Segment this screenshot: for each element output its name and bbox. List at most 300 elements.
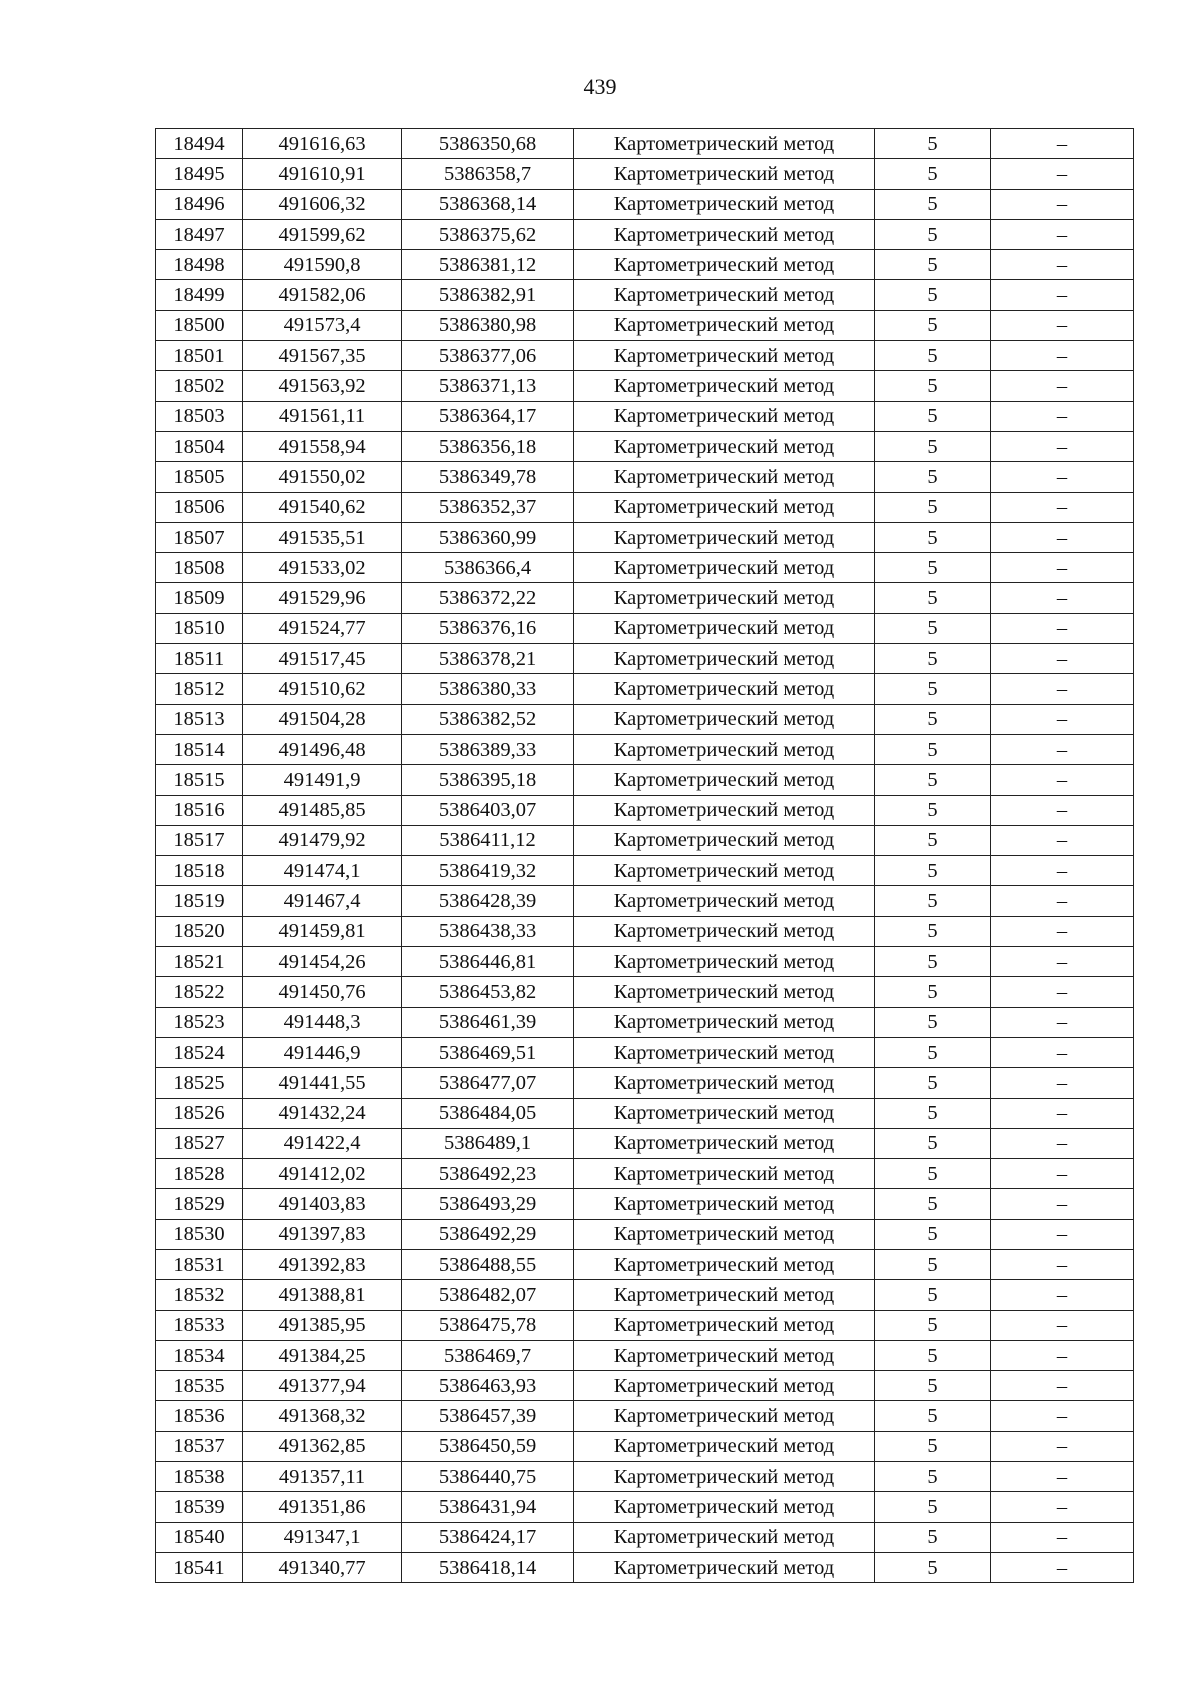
y-coordinate-cell: 5386364,17 [402,401,574,431]
method-cell: Картометрический метод [574,1007,875,1037]
table-row [156,674,1134,704]
point-number-cell: 18497 [156,219,243,249]
method-cell: Картометрический метод [574,1037,875,1067]
y-coordinate-cell: 5386450,59 [402,1431,574,1461]
x-coordinate-cell: 491582,06 [243,280,402,310]
description-cell: – [991,886,1134,916]
point-number-cell: 18528 [156,1159,243,1189]
x-coordinate-cell: 491496,48 [243,734,402,764]
x-coordinate-cell: 491479,92 [243,825,402,855]
accuracy-cell: 5 [875,1037,991,1067]
method-cell: Картометрический метод [574,1340,875,1370]
method-cell: Картометрический метод [574,1462,875,1492]
description-cell: – [991,947,1134,977]
accuracy-cell: 5 [875,189,991,219]
x-coordinate-cell: 491459,81 [243,916,402,946]
description-cell: – [991,916,1134,946]
accuracy-cell: 5 [875,825,991,855]
description-cell: – [991,129,1134,159]
method-cell: Картометрический метод [574,1280,875,1310]
method-cell: Картометрический метод [574,1128,875,1158]
x-coordinate-cell: 491529,96 [243,583,402,613]
method-cell: Картометрический метод [574,310,875,340]
y-coordinate-cell: 5386372,22 [402,583,574,613]
table-row [156,129,1134,159]
point-number-cell: 18503 [156,401,243,431]
description-cell: – [991,1371,1134,1401]
method-cell: Картометрический метод [574,1159,875,1189]
method-cell: Картометрический метод [574,129,875,159]
x-coordinate-cell: 491412,02 [243,1159,402,1189]
y-coordinate-cell: 5386418,14 [402,1552,574,1582]
table-row [156,583,1134,613]
point-number-cell: 18507 [156,522,243,552]
x-coordinate-cell: 491446,9 [243,1037,402,1067]
method-cell: Картометрический метод [574,1431,875,1461]
x-coordinate-cell: 491362,85 [243,1431,402,1461]
point-number-cell: 18526 [156,1098,243,1128]
y-coordinate-cell: 5386492,23 [402,1159,574,1189]
table-row [156,1098,1134,1128]
y-coordinate-cell: 5386380,98 [402,310,574,340]
point-number-cell: 18508 [156,553,243,583]
table-row [156,401,1134,431]
y-coordinate-cell: 5386463,93 [402,1371,574,1401]
method-cell: Картометрический метод [574,1249,875,1279]
description-cell: – [991,977,1134,1007]
table-row [156,1371,1134,1401]
point-number-cell: 18533 [156,1310,243,1340]
description-cell: – [991,825,1134,855]
table-row [156,159,1134,189]
accuracy-cell: 5 [875,492,991,522]
table-row [156,613,1134,643]
table-row [156,977,1134,1007]
y-coordinate-cell: 5386360,99 [402,522,574,552]
method-cell: Картометрический метод [574,219,875,249]
accuracy-cell: 5 [875,401,991,431]
method-cell: Картометрический метод [574,1219,875,1249]
y-coordinate-cell: 5386428,39 [402,886,574,916]
description-cell: – [991,1068,1134,1098]
point-number-cell: 18537 [156,1431,243,1461]
y-coordinate-cell: 5386358,7 [402,159,574,189]
accuracy-cell: 5 [875,462,991,492]
table-row [156,1340,1134,1370]
table-row [156,1310,1134,1340]
x-coordinate-cell: 491392,83 [243,1249,402,1279]
x-coordinate-cell: 491377,94 [243,1371,402,1401]
accuracy-cell: 5 [875,1310,991,1340]
y-coordinate-cell: 5386395,18 [402,765,574,795]
table-row [156,219,1134,249]
accuracy-cell: 5 [875,734,991,764]
x-coordinate-cell: 491540,62 [243,492,402,522]
method-cell: Картометрический метод [574,1401,875,1431]
description-cell: – [991,856,1134,886]
method-cell: Картометрический метод [574,613,875,643]
y-coordinate-cell: 5386431,94 [402,1492,574,1522]
x-coordinate-cell: 491441,55 [243,1068,402,1098]
x-coordinate-cell: 491357,11 [243,1462,402,1492]
y-coordinate-cell: 5386382,52 [402,704,574,734]
point-number-cell: 18505 [156,462,243,492]
description-cell: – [991,674,1134,704]
x-coordinate-cell: 491485,85 [243,795,402,825]
method-cell: Картометрический метод [574,1189,875,1219]
point-number-cell: 18502 [156,371,243,401]
accuracy-cell: 5 [875,1098,991,1128]
x-coordinate-cell: 491510,62 [243,674,402,704]
table-body [156,129,1134,1583]
accuracy-cell: 5 [875,916,991,946]
accuracy-cell: 5 [875,341,991,371]
point-number-cell: 18520 [156,916,243,946]
point-number-cell: 18511 [156,644,243,674]
method-cell: Картометрический метод [574,341,875,371]
description-cell: – [991,1098,1134,1128]
x-coordinate-cell: 491467,4 [243,886,402,916]
description-cell: – [991,765,1134,795]
point-number-cell: 18529 [156,1189,243,1219]
table-row [156,856,1134,886]
accuracy-cell: 5 [875,613,991,643]
method-cell: Картометрический метод [574,583,875,613]
description-cell: – [991,1219,1134,1249]
table-row [156,1492,1134,1522]
table-row [156,1128,1134,1158]
point-number-cell: 18513 [156,704,243,734]
y-coordinate-cell: 5386389,33 [402,734,574,764]
x-coordinate-cell: 491563,92 [243,371,402,401]
method-cell: Картометрический метод [574,1552,875,1582]
coordinates-table [155,128,1134,1583]
table-row [156,1219,1134,1249]
method-cell: Картометрический метод [574,522,875,552]
y-coordinate-cell: 5386349,78 [402,462,574,492]
point-number-cell: 18522 [156,977,243,1007]
point-number-cell: 18530 [156,1219,243,1249]
y-coordinate-cell: 5386453,82 [402,977,574,1007]
x-coordinate-cell: 491388,81 [243,1280,402,1310]
table-row [156,189,1134,219]
point-number-cell: 18509 [156,583,243,613]
accuracy-cell: 5 [875,977,991,1007]
y-coordinate-cell: 5386382,91 [402,280,574,310]
y-coordinate-cell: 5386371,13 [402,371,574,401]
accuracy-cell: 5 [875,280,991,310]
table-row [156,1007,1134,1037]
x-coordinate-cell: 491590,8 [243,250,402,280]
method-cell: Картометрический метод [574,856,875,886]
method-cell: Картометрический метод [574,916,875,946]
description-cell: – [991,1552,1134,1582]
method-cell: Картометрический метод [574,674,875,704]
description-cell: – [991,1401,1134,1431]
description-cell: – [991,1310,1134,1340]
method-cell: Картометрический метод [574,1098,875,1128]
x-coordinate-cell: 491610,91 [243,159,402,189]
description-cell: – [991,219,1134,249]
description-cell: – [991,1280,1134,1310]
method-cell: Картометрический метод [574,644,875,674]
table-row [156,341,1134,371]
y-coordinate-cell: 5386484,05 [402,1098,574,1128]
method-cell: Картометрический метод [574,280,875,310]
table-row [156,825,1134,855]
description-cell: – [991,583,1134,613]
y-coordinate-cell: 5386438,33 [402,916,574,946]
table-row [156,522,1134,552]
x-coordinate-cell: 491558,94 [243,431,402,461]
description-cell: – [991,310,1134,340]
x-coordinate-cell: 491351,86 [243,1492,402,1522]
x-coordinate-cell: 491533,02 [243,553,402,583]
table-row [156,310,1134,340]
x-coordinate-cell: 491474,1 [243,856,402,886]
point-number-cell: 18499 [156,280,243,310]
table-row [156,1280,1134,1310]
method-cell: Картометрический метод [574,886,875,916]
y-coordinate-cell: 5386350,68 [402,129,574,159]
accuracy-cell: 5 [875,431,991,461]
point-number-cell: 18539 [156,1492,243,1522]
accuracy-cell: 5 [875,159,991,189]
point-number-cell: 18525 [156,1068,243,1098]
description-cell: – [991,401,1134,431]
table-row [156,795,1134,825]
table-row [156,1159,1134,1189]
x-coordinate-cell: 491504,28 [243,704,402,734]
description-cell: – [991,704,1134,734]
description-cell: – [991,492,1134,522]
x-coordinate-cell: 491524,77 [243,613,402,643]
x-coordinate-cell: 491535,51 [243,522,402,552]
y-coordinate-cell: 5386356,18 [402,431,574,461]
description-cell: – [991,644,1134,674]
point-number-cell: 18523 [156,1007,243,1037]
description-cell: – [991,1340,1134,1370]
accuracy-cell: 5 [875,1128,991,1158]
point-number-cell: 18514 [156,734,243,764]
point-number-cell: 18531 [156,1249,243,1279]
y-coordinate-cell: 5386352,37 [402,492,574,522]
method-cell: Картометрический метод [574,250,875,280]
accuracy-cell: 5 [875,765,991,795]
table-row [156,1552,1134,1582]
method-cell: Картометрический метод [574,1371,875,1401]
method-cell: Картометрический метод [574,795,875,825]
point-number-cell: 18515 [156,765,243,795]
y-coordinate-cell: 5386411,12 [402,825,574,855]
x-coordinate-cell: 491616,63 [243,129,402,159]
method-cell: Картометрический метод [574,189,875,219]
x-coordinate-cell: 491599,62 [243,219,402,249]
description-cell: – [991,1522,1134,1552]
point-number-cell: 18541 [156,1552,243,1582]
description-cell: – [991,189,1134,219]
accuracy-cell: 5 [875,1522,991,1552]
description-cell: – [991,1189,1134,1219]
x-coordinate-cell: 491340,77 [243,1552,402,1582]
table-row [156,886,1134,916]
method-cell: Картометрический метод [574,371,875,401]
table-row [156,1068,1134,1098]
accuracy-cell: 5 [875,1068,991,1098]
accuracy-cell: 5 [875,856,991,886]
accuracy-cell: 5 [875,704,991,734]
table-row [156,734,1134,764]
method-cell: Картометрический метод [574,765,875,795]
x-coordinate-cell: 491385,95 [243,1310,402,1340]
table-row [156,1037,1134,1067]
accuracy-cell: 5 [875,1552,991,1582]
x-coordinate-cell: 491347,1 [243,1522,402,1552]
description-cell: – [991,1431,1134,1461]
point-number-cell: 18504 [156,431,243,461]
accuracy-cell: 5 [875,644,991,674]
x-coordinate-cell: 491450,76 [243,977,402,1007]
accuracy-cell: 5 [875,522,991,552]
table-row [156,644,1134,674]
accuracy-cell: 5 [875,1189,991,1219]
description-cell: – [991,462,1134,492]
description-cell: – [991,250,1134,280]
description-cell: – [991,280,1134,310]
y-coordinate-cell: 5386493,29 [402,1189,574,1219]
y-coordinate-cell: 5386381,12 [402,250,574,280]
x-coordinate-cell: 491368,32 [243,1401,402,1431]
point-number-cell: 18500 [156,310,243,340]
y-coordinate-cell: 5386469,7 [402,1340,574,1370]
table-row [156,1462,1134,1492]
method-cell: Картометрический метод [574,492,875,522]
table-row [156,1401,1134,1431]
method-cell: Картометрический метод [574,947,875,977]
point-number-cell: 18538 [156,1462,243,1492]
x-coordinate-cell: 491567,35 [243,341,402,371]
point-number-cell: 18501 [156,341,243,371]
x-coordinate-cell: 491422,4 [243,1128,402,1158]
accuracy-cell: 5 [875,129,991,159]
x-coordinate-cell: 491432,24 [243,1098,402,1128]
table-row [156,704,1134,734]
y-coordinate-cell: 5386375,62 [402,219,574,249]
y-coordinate-cell: 5386475,78 [402,1310,574,1340]
x-coordinate-cell: 491606,32 [243,189,402,219]
method-cell: Картометрический метод [574,825,875,855]
accuracy-cell: 5 [875,674,991,704]
point-number-cell: 18527 [156,1128,243,1158]
accuracy-cell: 5 [875,310,991,340]
accuracy-cell: 5 [875,1431,991,1461]
y-coordinate-cell: 5386492,29 [402,1219,574,1249]
accuracy-cell: 5 [875,947,991,977]
x-coordinate-cell: 491384,25 [243,1340,402,1370]
description-cell: – [991,431,1134,461]
point-number-cell: 18495 [156,159,243,189]
table-row [156,1431,1134,1461]
table-row [156,431,1134,461]
description-cell: – [991,1128,1134,1158]
point-number-cell: 18516 [156,795,243,825]
y-coordinate-cell: 5386368,14 [402,189,574,219]
point-number-cell: 18536 [156,1401,243,1431]
accuracy-cell: 5 [875,553,991,583]
method-cell: Картометрический метод [574,1492,875,1522]
point-number-cell: 18510 [156,613,243,643]
description-cell: – [991,1492,1134,1522]
x-coordinate-cell: 491454,26 [243,947,402,977]
accuracy-cell: 5 [875,1159,991,1189]
y-coordinate-cell: 5386446,81 [402,947,574,977]
method-cell: Картометрический метод [574,401,875,431]
accuracy-cell: 5 [875,1249,991,1279]
description-cell: – [991,1037,1134,1067]
accuracy-cell: 5 [875,886,991,916]
method-cell: Картометрический метод [574,977,875,1007]
table-row [156,553,1134,583]
y-coordinate-cell: 5386488,55 [402,1249,574,1279]
y-coordinate-cell: 5386403,07 [402,795,574,825]
x-coordinate-cell: 491403,83 [243,1189,402,1219]
x-coordinate-cell: 491573,4 [243,310,402,340]
accuracy-cell: 5 [875,1492,991,1522]
table-row [156,947,1134,977]
method-cell: Картометрический метод [574,462,875,492]
point-number-cell: 18521 [156,947,243,977]
x-coordinate-cell: 491448,3 [243,1007,402,1037]
accuracy-cell: 5 [875,1371,991,1401]
point-number-cell: 18512 [156,674,243,704]
point-number-cell: 18524 [156,1037,243,1067]
description-cell: – [991,159,1134,189]
table-row [156,371,1134,401]
y-coordinate-cell: 5386419,32 [402,856,574,886]
table-row [156,1522,1134,1552]
y-coordinate-cell: 5386424,17 [402,1522,574,1552]
y-coordinate-cell: 5386482,07 [402,1280,574,1310]
method-cell: Картометрический метод [574,1522,875,1552]
accuracy-cell: 5 [875,219,991,249]
description-cell: – [991,1249,1134,1279]
description-cell: – [991,522,1134,552]
table-row [156,765,1134,795]
point-number-cell: 18534 [156,1340,243,1370]
y-coordinate-cell: 5386489,1 [402,1128,574,1158]
description-cell: – [991,734,1134,764]
point-number-cell: 18532 [156,1280,243,1310]
point-number-cell: 18518 [156,856,243,886]
x-coordinate-cell: 491550,02 [243,462,402,492]
accuracy-cell: 5 [875,371,991,401]
point-number-cell: 18498 [156,250,243,280]
point-number-cell: 18540 [156,1522,243,1552]
y-coordinate-cell: 5386457,39 [402,1401,574,1431]
description-cell: – [991,795,1134,825]
y-coordinate-cell: 5386380,33 [402,674,574,704]
point-number-cell: 18496 [156,189,243,219]
method-cell: Картометрический метод [574,431,875,461]
point-number-cell: 18535 [156,1371,243,1401]
method-cell: Картометрический метод [574,1068,875,1098]
table-row [156,1249,1134,1279]
point-number-cell: 18517 [156,825,243,855]
y-coordinate-cell: 5386378,21 [402,644,574,674]
x-coordinate-cell: 491561,11 [243,401,402,431]
x-coordinate-cell: 491517,45 [243,644,402,674]
point-number-cell: 18519 [156,886,243,916]
